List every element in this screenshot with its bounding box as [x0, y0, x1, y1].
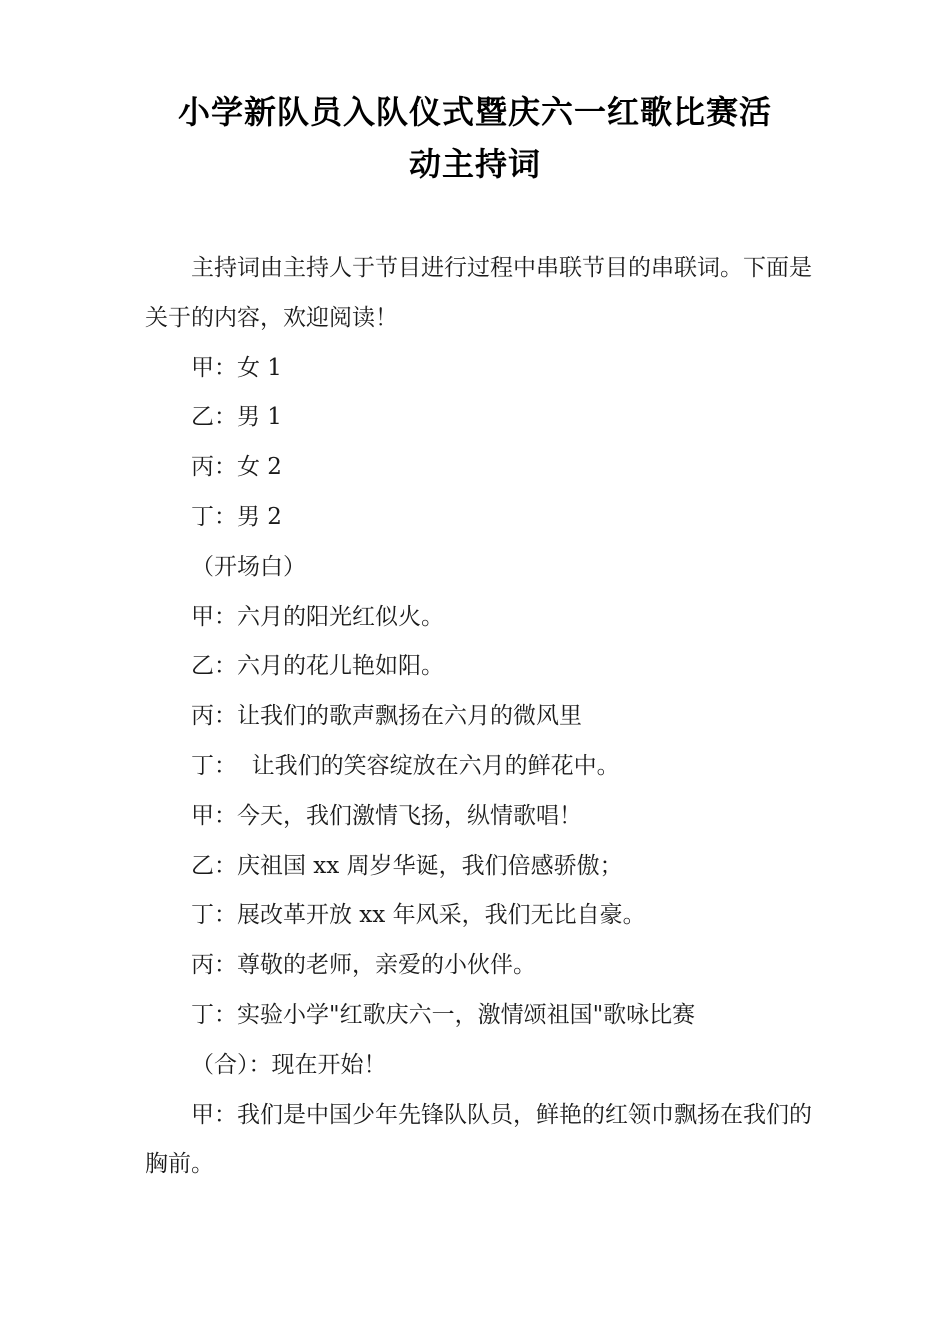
script-line: 丁： 让我们的笑容绽放在六月的鲜花中。	[191, 752, 620, 779]
script-line: 丁：男 2	[191, 503, 282, 530]
script-line: 丁：实验小学"红歌庆六一，激情颂祖国"歌咏比赛	[191, 1001, 696, 1028]
document-body	[145, 244, 815, 1190]
script-line: （合）：现在开始！	[191, 1051, 387, 1078]
script-line: 乙：男 1	[191, 404, 282, 431]
script-line: 乙：庆祖国 xx 周岁华诞，我们倍感骄傲；	[191, 852, 623, 879]
document-title	[145, 86, 805, 190]
intro-paragraph: 主持词由主持人于节目进行过程中串联节目的串联词。下面是关于的内容，欢迎阅读！	[145, 255, 812, 331]
script-line: 甲：六月的阳光红似火。	[191, 603, 444, 630]
script-line: 甲：我们是中国少年先锋队队员，鲜艳的红领巾飘扬在我们的胸前。	[145, 1101, 812, 1178]
script-line: 丁：展改革开放 xx 年风采，我们无比自豪。	[191, 902, 646, 929]
script-line: 甲：女 1	[191, 354, 282, 381]
title-line-2: 动主持词	[408, 145, 541, 183]
title-line-1: 小学新队员入队仪式暨庆六一红歌比赛活	[177, 93, 772, 131]
script-line: 甲：今天，我们激情飞扬，纵情歌唱！	[191, 802, 582, 829]
script-line: 丙：尊敬的老师，亲爱的小伙伴。	[191, 952, 536, 979]
script-line: 丙：女 2	[191, 454, 282, 481]
script-line: （开场白）	[191, 553, 306, 580]
script-line: 丙：让我们的歌声飘扬在六月的微风里	[191, 703, 582, 730]
script-line: 乙：六月的花儿艳如阳。	[191, 653, 444, 680]
